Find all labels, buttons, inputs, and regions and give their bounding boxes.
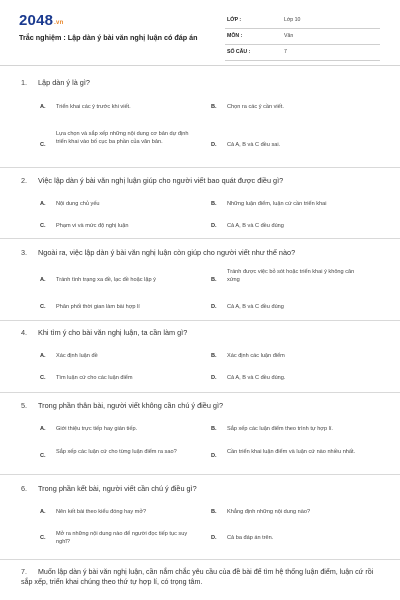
meta-row-class: [225, 13, 380, 29]
question-divider: [0, 167, 400, 168]
page-header: [0, 0, 400, 65]
quiz-page: 2048.vn Trắc nghiệm : Lập dàn ý bài văn nghị luận có đáp án LỚP : Lớp 10 MÔN : Văn SỐ CÂU : 7 1. Lập dàn ý là gì? A. Triển khai các ý trước khi viết. B. Chọn ra các ý cần viết. C. Lựa chọn và sắp xếp những nội dung cơ bản dự định triển khai vào bố cục ba phần của văn bản. D. Cả A, B và C đều sai. 2. Việc lập dàn ý bài văn nghị luận giúp cho người viết bao quát được điều gì? A. Nội dung chủ yếu B. Những luận điểm, luận cứ cần triển khai C. Phạm vi và mức độ nghị luận D. Cả A, B và C đều đúng 3. Ngoài ra, việc lập dàn ý bài văn nghị luận còn giúp cho người viết như thế nào? A. Tránh tình trạng xa đề, lạc đề hoặc lặp ý B. Tránh được việc bỏ sót hoặc triển khai ý không cân xứng C. Phân phối thời gian làm bài hợp lí D. Cả A, B và C đều đúng 4. Khi tìm ý cho bài văn nghị luận, ta cần làm gì? A. Xác định luận đề B. Xác định các luận điểm C. Tìm luận cứ cho các luận điểm D. Cả A, B và C đều đúng. 5. Trong phần thân bài, người viết không cần chú ý điều gì? A. Giới thiệu trực tiếp hay gián tiếp. B. Sắp xếp các luận điểm theo trình tự hợp lí. C. Sắp xếp các luận cứ cho từng luận điểm ra sao? D. Cần triển khai luận điểm và luận cứ nào nhiều nhất. 6. Trong phần kết bài, người viết cần chú ý điều gì? A. Nên kết bài theo kiểu đóng hay mở? B. Khẳng định những nội dung nào? C. Mở ra những nội dung nào để người đọc tiếp tục suy nghĩ? D. Cả ba đáp án trên. 7. Muốn lập dàn ý bài văn nghị luận, cần nắm chắc yêu cầu của đề bài để tìm hệ thống luận điểm, luận cứ rồi sắp xếp, triển khai chúng theo thứ tự hợp lí, có trọng tâm.: [0, 0, 400, 600]
question-text: 1. Lập dàn ý là gì?: [21, 78, 90, 87]
logo-text: 2048: [19, 12, 54, 29]
question-text: 6. Trong phần kết bài, người viết cần chú ý điều gì?: [21, 484, 197, 493]
quiz-title: Trắc nghiệm : Lập dàn ý bài văn nghị luận có đáp án: [19, 33, 198, 42]
question-text: 7. Muốn lập dàn ý bài văn nghị luận, cần nắm chắc yêu cầu của đề bài để tìm hệ thống luận điểm, luận cứ rồi sắp xếp, triển khai chúng theo thứ tự hợp lí, có trọng tâm.: [21, 568, 374, 586]
meta-value: Lớp 10: [284, 17, 301, 23]
header-divider: [0, 65, 400, 66]
meta-row-subject: [225, 29, 380, 45]
logo-suffix: .vn: [54, 20, 64, 26]
question-text: 3. Ngoài ra, việc lập dàn ý bài văn nghị luận còn giúp cho người viết như thế nào?: [21, 248, 296, 257]
site-logo[interactable]: [19, 12, 63, 29]
question-text: 2. Việc lập dàn ý bài văn nghị luận giúp cho người viết bao quát được điều gì?: [21, 176, 284, 185]
question-text: 5. Trong phần thân bài, người viết không cần chú ý điều gì?: [21, 401, 224, 410]
question-divider: [0, 559, 400, 560]
meta-label: LỚP :: [227, 17, 242, 23]
meta-label: MÔN :: [227, 33, 243, 39]
question-divider: [0, 392, 400, 393]
meta-value: Văn: [284, 33, 294, 39]
question-divider: [0, 238, 400, 239]
question-divider: [0, 474, 400, 475]
meta-label: SỐ CÂU :: [227, 49, 251, 55]
question-divider: [0, 320, 400, 321]
meta-row-question-count: [225, 45, 380, 61]
question-text: 4. Khi tìm ý cho bài văn nghị luận, ta cần làm gì?: [21, 328, 188, 337]
quiz-meta-table: [225, 13, 380, 61]
meta-value: 7: [284, 49, 287, 55]
